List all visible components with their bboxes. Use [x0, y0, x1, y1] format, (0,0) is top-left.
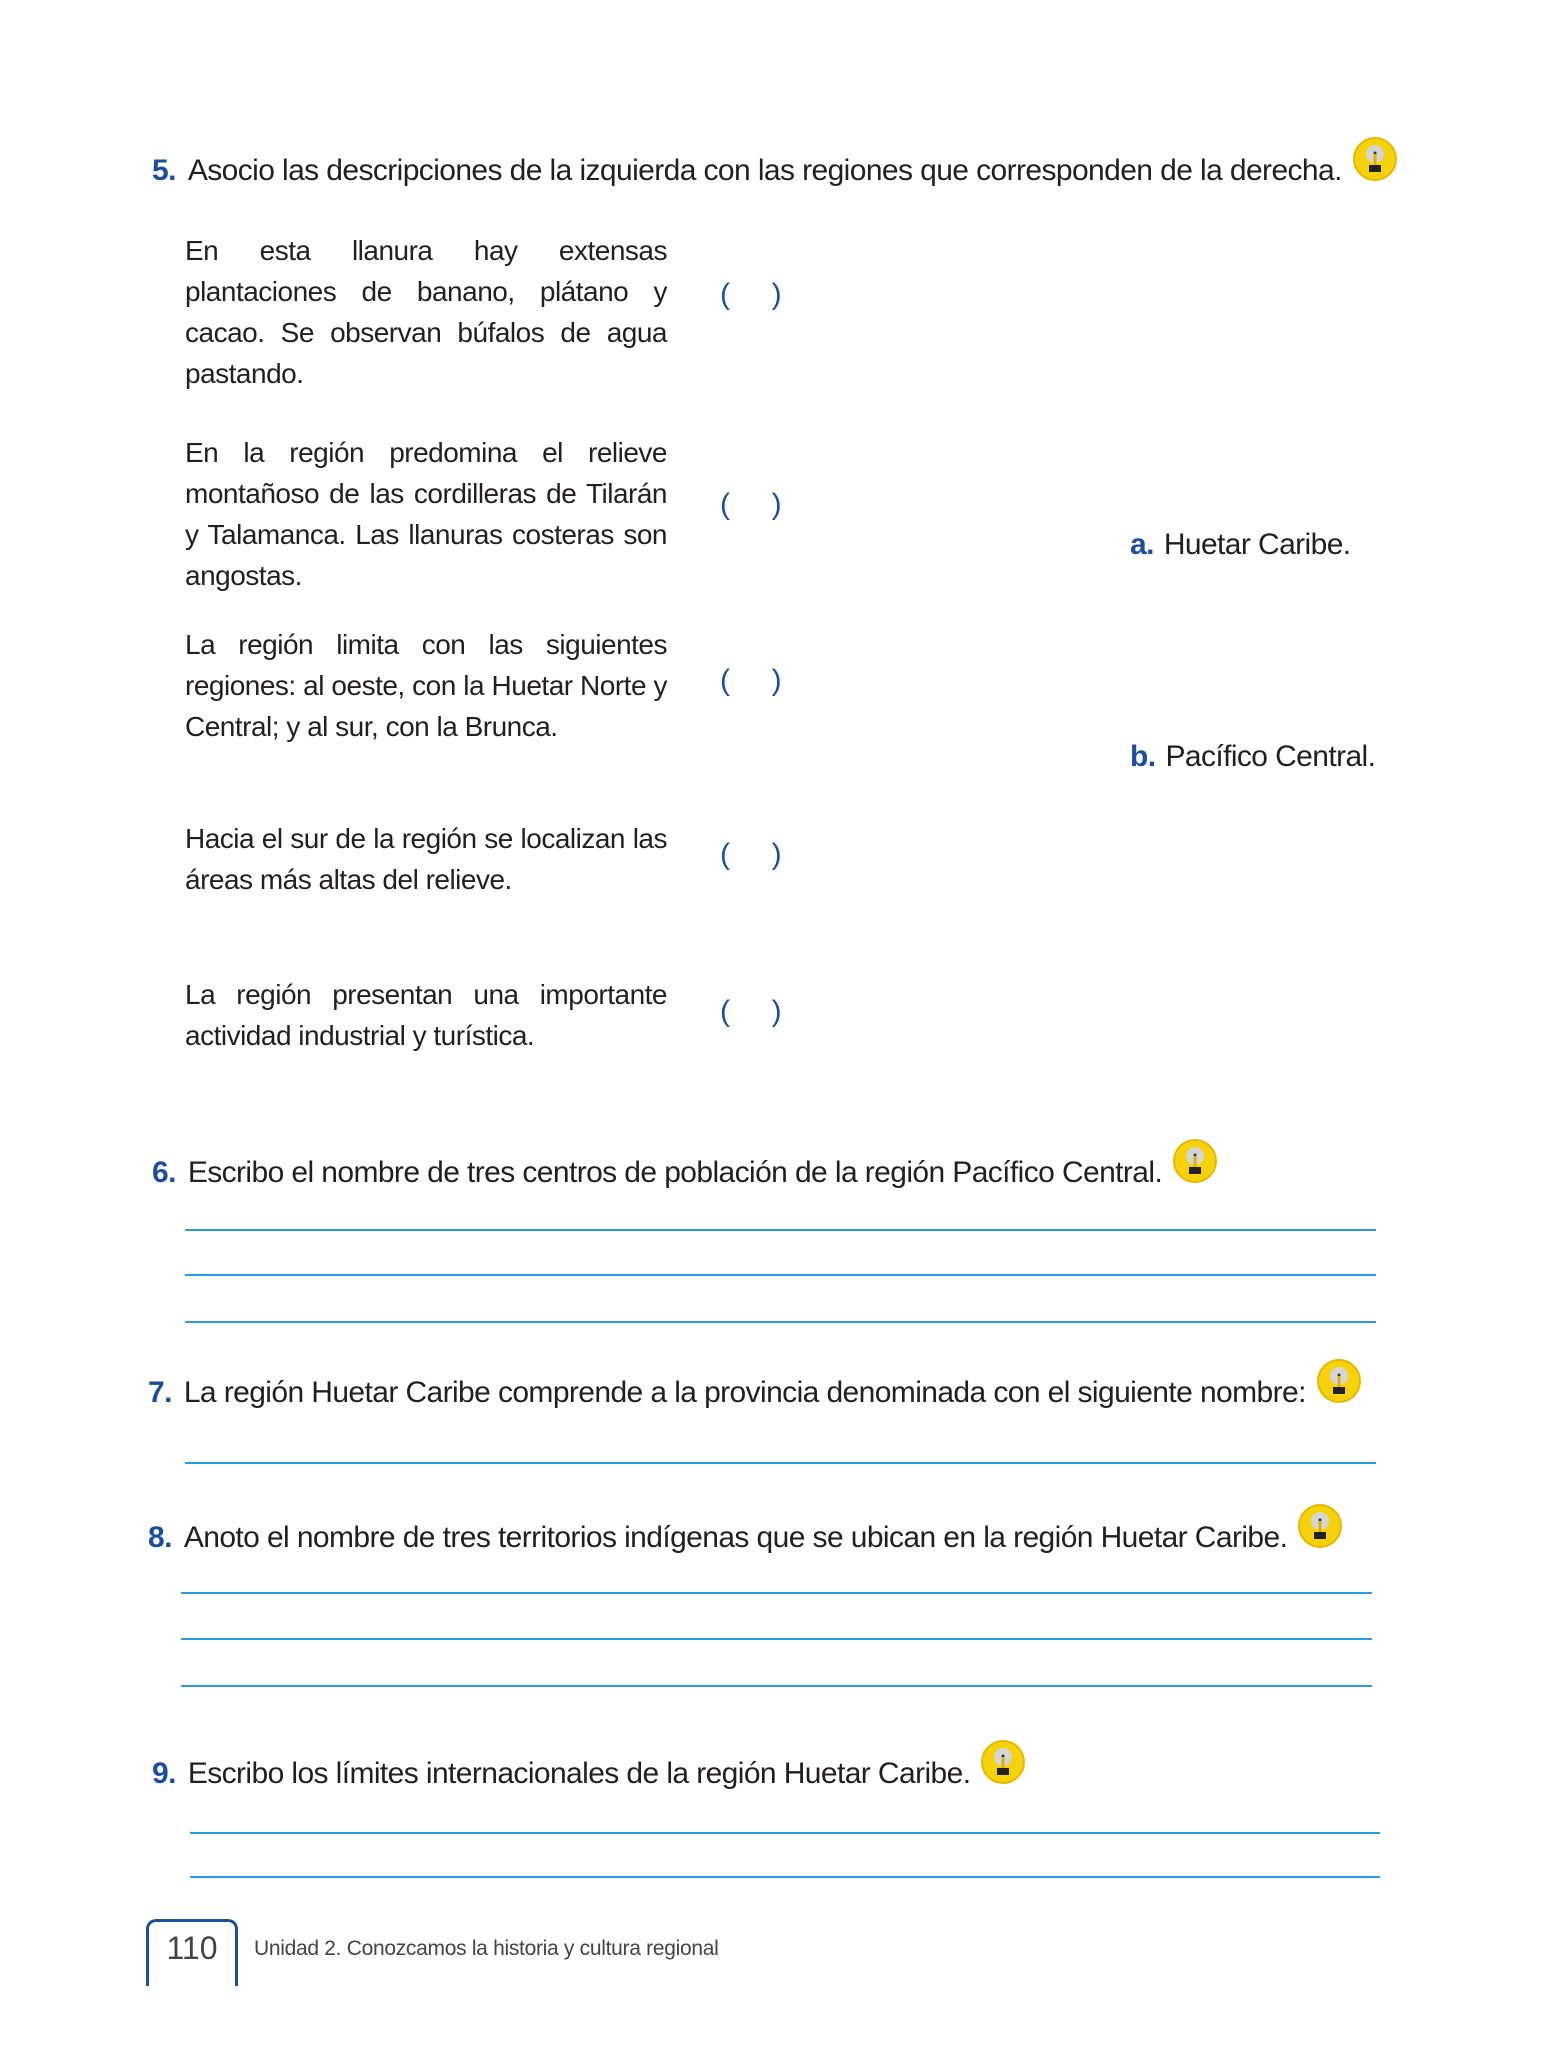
lightbulb-icon	[1172, 1138, 1218, 1184]
option-a	[1130, 528, 1351, 562]
answer-line[interactable]	[185, 1321, 1376, 1323]
option-letter: a.	[1130, 528, 1154, 561]
page-number: 110	[146, 1919, 238, 1986]
description-item: La región presentan una importante actividad industrial y turística.	[185, 979, 667, 1051]
footer-unit-title: Unidad 2. Conozcamos la historia y cultura regional	[254, 1937, 719, 1960]
lightbulb-icon	[980, 1739, 1026, 1785]
question-text: Asocio las descripciones de la izquierda con las regiones que corresponden de la derecha.	[187, 154, 1342, 187]
question-number: 9.	[152, 1757, 176, 1790]
lightbulb-icon	[1352, 136, 1398, 182]
question-number: 5.	[152, 154, 176, 187]
option-label: Huetar Caribe.	[1163, 528, 1351, 561]
answer-blank[interactable]: ( )	[720, 278, 782, 311]
option-letter: b.	[1130, 740, 1156, 773]
answer-line[interactable]	[181, 1685, 1372, 1687]
question-5	[152, 148, 1398, 194]
answer-blank[interactable]: ( )	[720, 838, 782, 871]
option-label: Pacífico Central.	[1165, 740, 1376, 773]
description-item: En esta llanura hay extensas plantaciones de banano, plátano y cacao. Se observan búfalos de agua pastando.	[185, 235, 667, 389]
answer-blank[interactable]: ( )	[720, 995, 782, 1028]
description-item: En la región predomina el relieve montañoso de las cordilleras de Tilarán y Talamanca. Las llanuras costeras son angostas.	[185, 437, 667, 591]
question-9	[152, 1751, 1026, 1797]
lightbulb-icon	[1316, 1358, 1362, 1404]
answer-line[interactable]	[185, 1229, 1376, 1231]
question-number: 7.	[148, 1376, 172, 1409]
question-7	[148, 1370, 1362, 1416]
answer-line[interactable]	[181, 1592, 1372, 1594]
question-text: Anoto el nombre de tres territorios indígenas que se ubican en la región Huetar Caribe.	[183, 1521, 1288, 1554]
question-6	[152, 1150, 1218, 1196]
question-number: 6.	[152, 1156, 176, 1189]
lightbulb-icon	[1297, 1503, 1343, 1549]
answer-line[interactable]	[181, 1638, 1372, 1640]
description-item: La región limita con las siguientes regiones: al oeste, con la Huetar Norte y Central; y al sur, con la Brunca.	[185, 629, 667, 742]
question-8	[148, 1515, 1343, 1561]
question-text: Escribo los límites internacionales de la región Huetar Caribe.	[187, 1757, 971, 1790]
question-number: 8.	[148, 1521, 172, 1554]
option-b	[1130, 740, 1375, 774]
answer-line[interactable]	[190, 1876, 1380, 1878]
answer-blank[interactable]: ( )	[720, 488, 782, 521]
answer-line[interactable]	[190, 1832, 1380, 1834]
answer-line[interactable]	[185, 1462, 1376, 1464]
answer-line[interactable]	[185, 1274, 1376, 1276]
question-text: La región Huetar Caribe comprende a la provincia denominada con el siguiente nombre:	[183, 1376, 1306, 1409]
question-text: Escribo el nombre de tres centros de población de la región Pacífico Central.	[187, 1156, 1163, 1189]
description-item: Hacia el sur de la región se localizan las áreas más altas del relieve.	[185, 823, 667, 895]
answer-blank[interactable]: ( )	[720, 664, 782, 697]
